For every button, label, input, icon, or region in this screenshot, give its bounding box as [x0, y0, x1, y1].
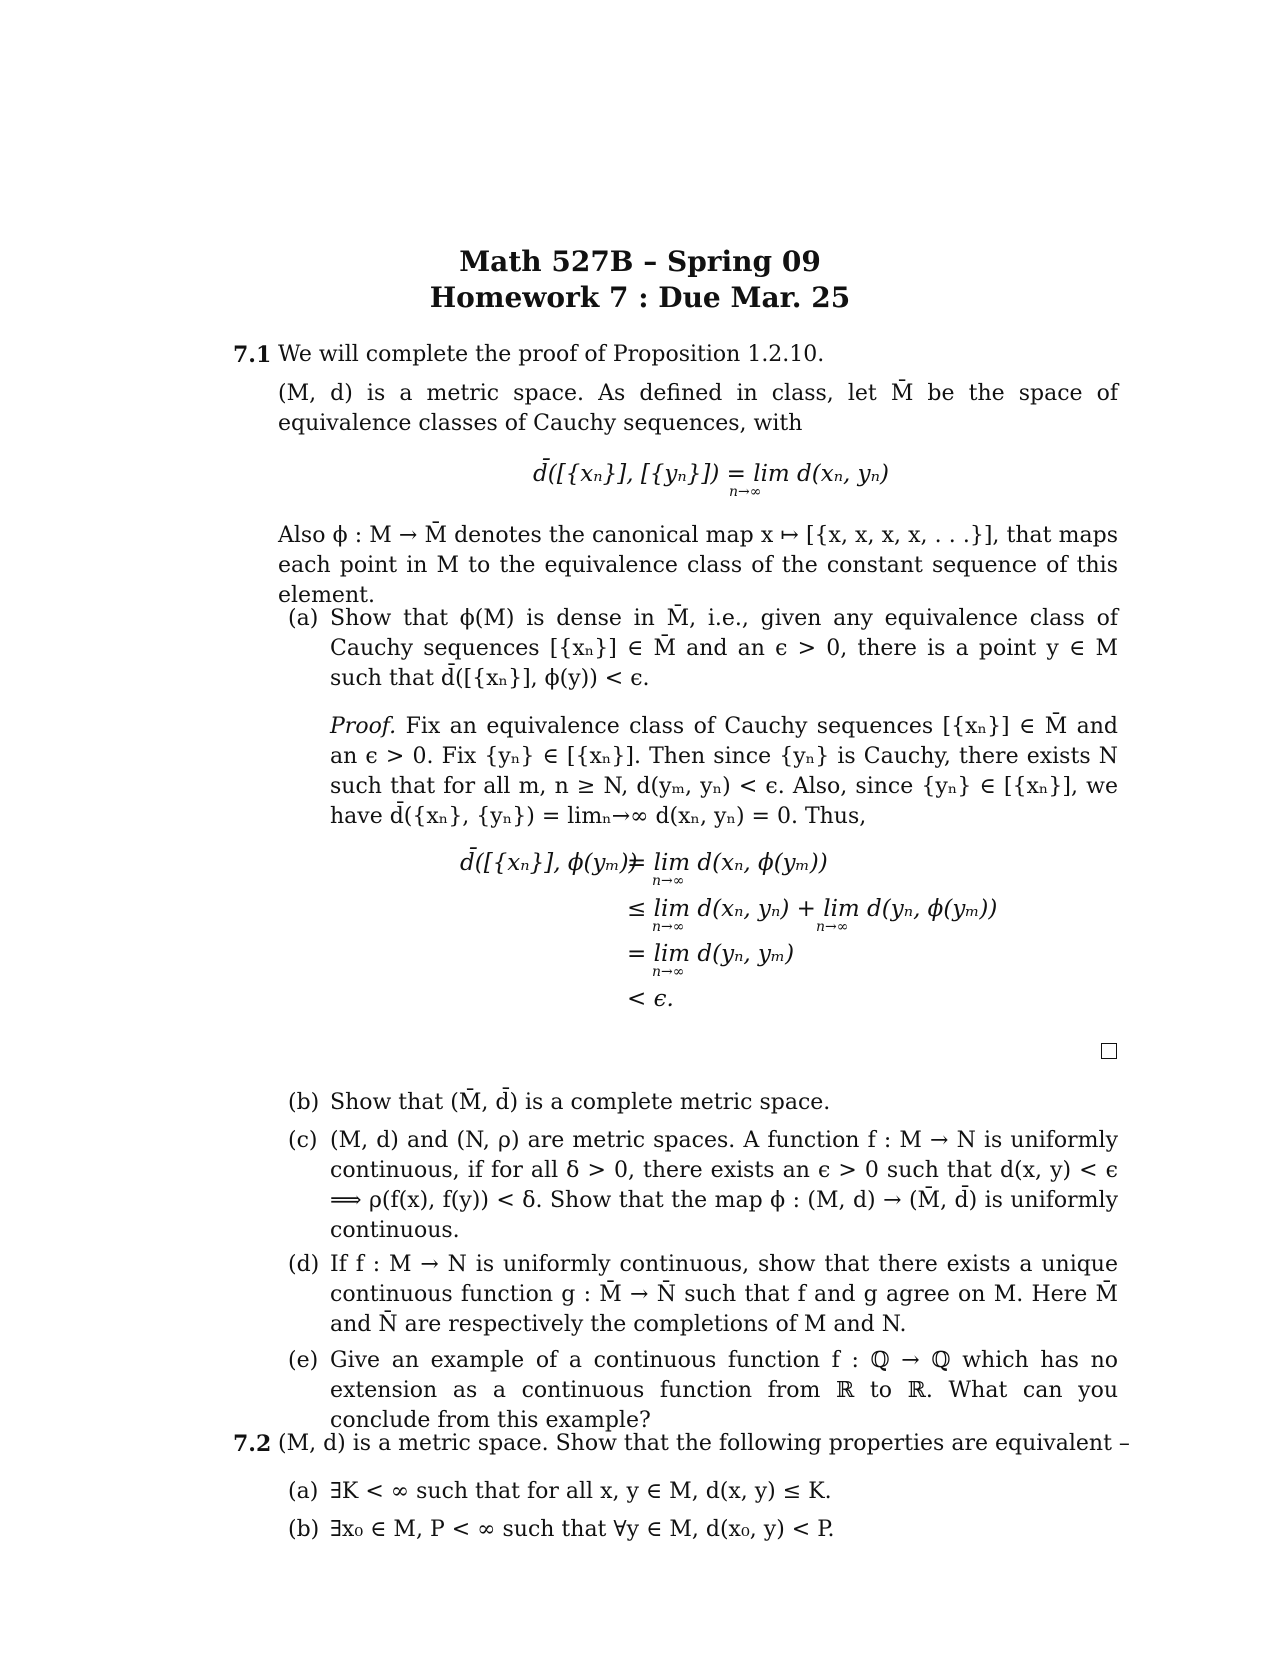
problem-7-2-part-a-text: ∃K < ∞ such that for all x, y ∈ M, d(x, y) ≤ K. — [330, 1479, 832, 1504]
problem-7-2-part-b-text: ∃x₀ ∈ M, P < ∞ such that ∀y ∈ M, d(x₀, y) < P. — [330, 1517, 835, 1542]
qed-square-icon — [1101, 1043, 1117, 1059]
homework-title: Homework 7 : Due Mar. 25 — [429, 281, 851, 314]
align-lhs: d̄([{xₙ}], ϕ(yₘ)) — [460, 850, 638, 876]
part-b-label: (b) — [288, 1090, 320, 1115]
part-e-text: Give an example of a continuous function f : ℚ → ℚ which has no extension as a continuous function from ℝ to ℝ. What can you conclude from this example? — [330, 1348, 1118, 1433]
proof-label: Proof. — [330, 714, 397, 739]
align-row-2-first: ≤ lim d(xₙ, yₙ) + — [627, 896, 824, 922]
part-b-text: Show that (M̄, d̄) is a complete metric space. — [330, 1090, 831, 1115]
problem-7-1-intro: We will complete the proof of Proposition 1.2.10. — [278, 342, 825, 367]
align-row-3: = lim d(yₙ, yₘ) — [627, 941, 795, 967]
align-row-2-second: lim d(yₙ, ϕ(yₘ)) — [823, 896, 998, 922]
problem-number-7-1: 7.1 — [233, 342, 272, 368]
metric-definition-limit-subscript: n→∞ — [729, 484, 762, 500]
problem-7-2-intro: (M, d) is a metric space. Show that the following properties are equivalent – — [278, 1431, 1130, 1456]
align-row-3-subscript: n→∞ — [652, 964, 685, 980]
problem-7-2-part-a-label: (a) — [288, 1479, 319, 1504]
align-row-2-subscript-1: n→∞ — [652, 919, 685, 935]
canonical-map-paragraph: Also ϕ : M → M̄ denotes the canonical map x ↦ [{x, x, x, x, . . .}], that maps each point in M to the equivalence class of the constant sequence of this element. — [278, 523, 1118, 608]
part-d-text: If f : M → N is uniformly continuous, show that there exists a unique continuous function g : M̄ → N̄ such that f and g agree on M. Here M̄ and N̄ are respectively the completions of M and N. — [330, 1252, 1118, 1337]
problem-7-2-part-b-label: (b) — [288, 1517, 320, 1542]
part-c-label: (c) — [288, 1128, 318, 1153]
align-row-2-subscript-2: n→∞ — [816, 919, 849, 935]
proof-block — [330, 712, 1118, 832]
align-row-1: = lim d(xₙ, ϕ(yₘ)) — [627, 850, 828, 876]
part-c-text: (M, d) and (N, ρ) are metric spaces. A function f : M → N is uniformly continuous, if for all δ > 0, there exists an ϵ > 0 such that d(x, y) < ϵ ⟹ ρ(f(x), f(y)) < δ. Show that the map ϕ : (M, d) → (M̄, d̄) is uniformly continuous. — [330, 1128, 1118, 1243]
metric-definition-equation: d̄([{xₙ}], [{yₙ}]) = lim d(xₙ, yₙ) — [533, 461, 889, 487]
problem-number-7-2: 7.2 — [233, 1431, 272, 1457]
course-title: Math 527B – Spring 09 — [459, 245, 821, 278]
problem-7-1-setup: (M, d) is a metric space. As defined in class, let M̄ be the space of equivalence classes of Cauchy sequences, with — [278, 381, 1118, 436]
part-d-label: (d) — [288, 1252, 320, 1277]
part-e-label: (e) — [288, 1348, 319, 1373]
align-row-1-subscript: n→∞ — [652, 873, 685, 889]
part-a-label: (a) — [288, 606, 319, 631]
align-row-4: < ϵ. — [627, 986, 674, 1012]
part-a-text: Show that ϕ(M) is dense in M̄, i.e., given any equivalence class of Cauchy sequences [{xₙ}] ∈ M̄ and an ϵ > 0, there is a point y ∈ M such that d̄([{xₙ}], ϕ(y)) < ϵ. — [330, 606, 1118, 691]
proof-text: Fix an equivalence class of Cauchy sequences [{xₙ}] ∈ M̄ and an ϵ > 0. Fix {yₙ} ∈ [{xₙ}]. Then since {yₙ} is Cauchy, there exists N such that for all m, n ≥ N, d(yₘ, yₙ) < ϵ. Also, since {yₙ} ∈ [{xₙ}], we have d̄({xₙ}, {yₙ}) = limₙ→∞ d(xₙ, yₙ) = 0. Thus, — [330, 714, 1118, 829]
